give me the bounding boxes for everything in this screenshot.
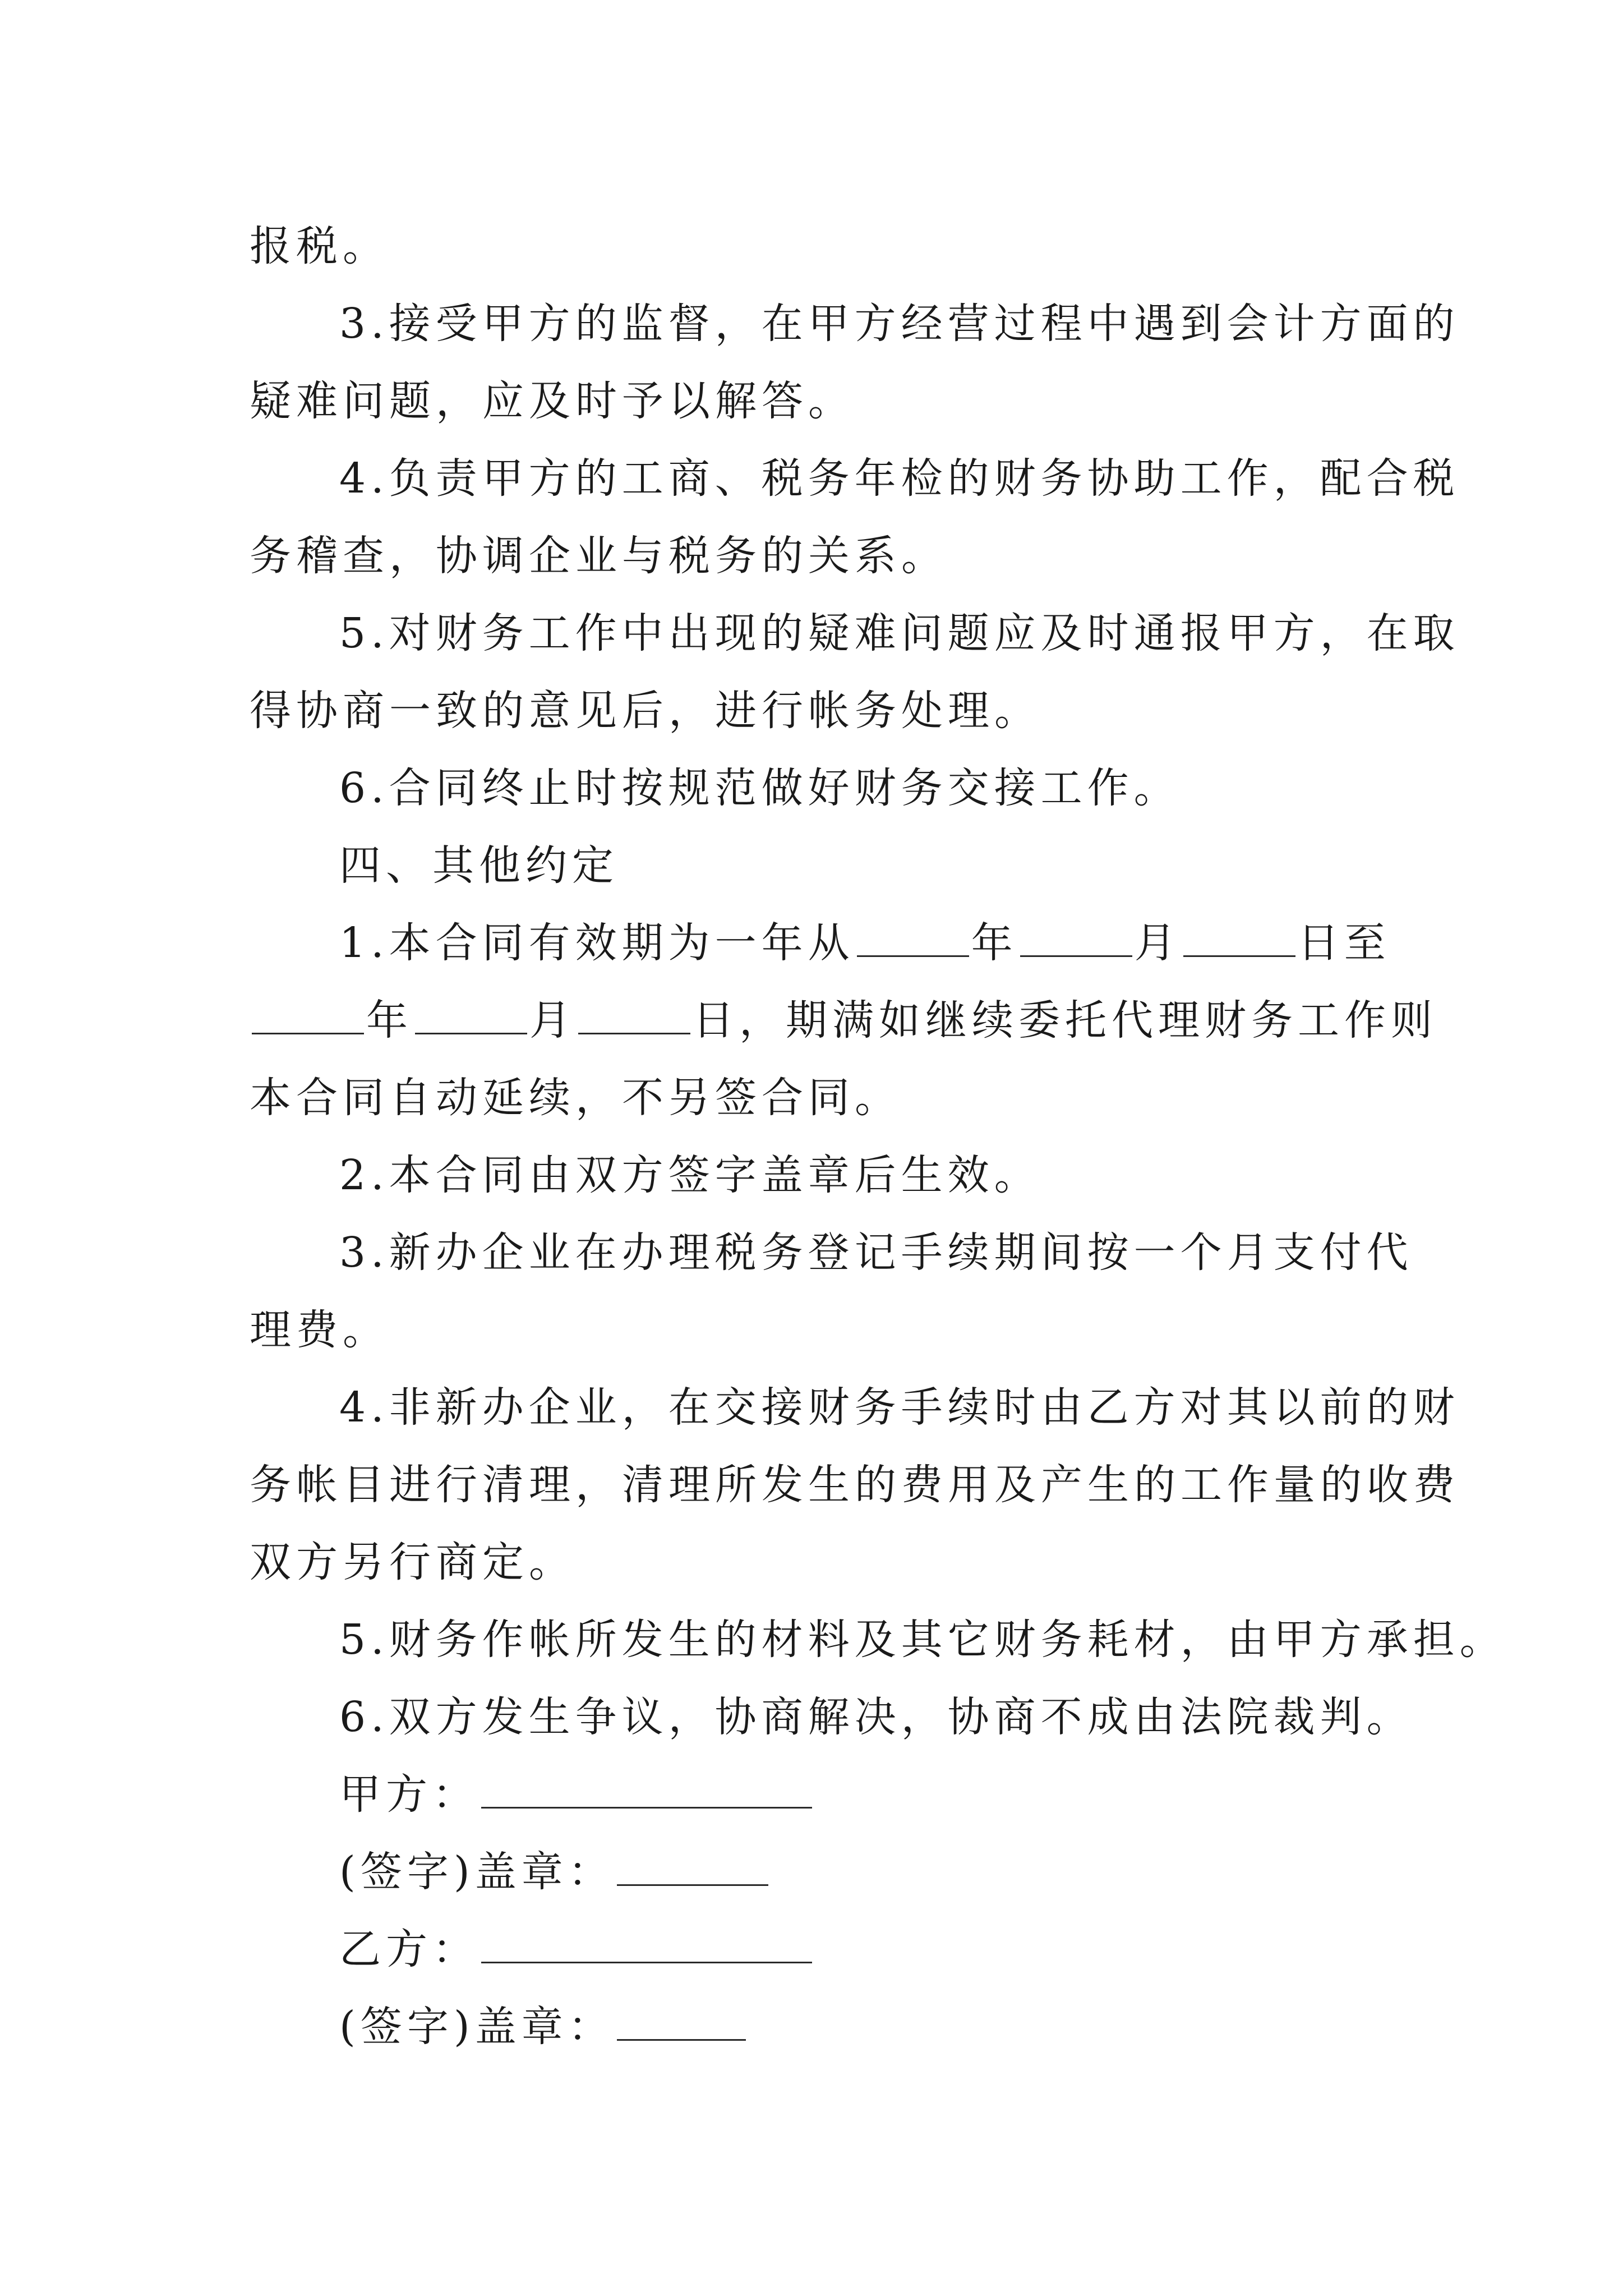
term-5: 5.财务作帐所发生的材料及其它财务耗材，由甲方承担。 <box>339 1616 1506 1664</box>
blank-field <box>857 921 969 957</box>
party-b-blank <box>481 1927 812 1963</box>
party-a-blank <box>481 1772 812 1809</box>
text-line: 务稽查，协调企业与税务的关系。 <box>250 532 948 580</box>
seal-b-label: (签字)盖章： <box>339 2003 615 2051</box>
term-3: 3.新办企业在办理税务登记手续期间按一个月支付代 <box>339 1228 1413 1277</box>
blank-field <box>415 998 527 1034</box>
party-b-label: 乙方： <box>339 1925 479 1973</box>
text-segment: 日，期满如继续委托代理财务工作则 <box>693 996 1437 1045</box>
seal-a-blank <box>617 1849 768 1886</box>
text-segment: 1.本合同有效期为一年从 <box>339 919 855 967</box>
signature-party-a <box>250 1756 1388 1833</box>
text-line: 得协商一致的意见后，进行帐务处理。 <box>250 687 1041 735</box>
term-1-validity-cont <box>250 982 1437 1059</box>
signature-seal-b <box>250 1988 1388 2065</box>
section-heading-other-terms: 四、其他约定 <box>339 841 619 890</box>
clause-4: 4.负责甲方的工商、税务年检的财务协助工作，配合税 <box>339 454 1460 503</box>
blank-field <box>578 998 690 1034</box>
clause-5: 5.对财务工作中出现的疑难问题应及时通报甲方，在取 <box>339 609 1460 657</box>
text-line: 报税。 <box>250 222 389 270</box>
seal-b-blank <box>617 2004 746 2041</box>
text-segment: 月 <box>1134 919 1181 967</box>
blank-field <box>252 998 364 1034</box>
text-segment: 日至 <box>1297 919 1391 967</box>
text-segment: 年 <box>366 996 413 1045</box>
text-line: 理费。 <box>250 1306 389 1354</box>
clause-6: 6.合同终止时按规范做好财务交接工作。 <box>339 764 1181 812</box>
term-6: 6.双方发生争议，协商解决，协商不成由法院裁判。 <box>339 1693 1413 1741</box>
clause-3: 3.接受甲方的监督，在甲方经营过程中遇到会计方面的 <box>339 300 1460 348</box>
text-line: 本合同自动延续，不另签合同。 <box>250 1074 901 1122</box>
term-2: 2.本合同由双方签字盖章后生效。 <box>339 1151 1041 1199</box>
text-line: 务帐目进行清理，清理所发生的费用及产生的工作量的收费 <box>250 1461 1460 1509</box>
seal-a-label: (签字)盖章： <box>339 1848 615 1896</box>
contract-body <box>250 208 1506 2065</box>
signature-seal-a <box>250 1833 1388 1911</box>
text-line: 双方另行商定。 <box>250 1538 575 1586</box>
text-line: 疑难问题，应及时予以解答。 <box>250 377 855 425</box>
text-segment: 年 <box>971 919 1018 967</box>
blank-field <box>1183 921 1295 957</box>
term-1-validity <box>250 904 1391 982</box>
party-a-label: 甲方： <box>339 1770 479 1819</box>
text-segment: 月 <box>529 996 576 1045</box>
term-4: 4.非新办企业，在交接财务手续时由乙方对其以前的财 <box>339 1383 1460 1432</box>
blank-field <box>1020 921 1132 957</box>
signature-party-b <box>250 1911 1388 1988</box>
